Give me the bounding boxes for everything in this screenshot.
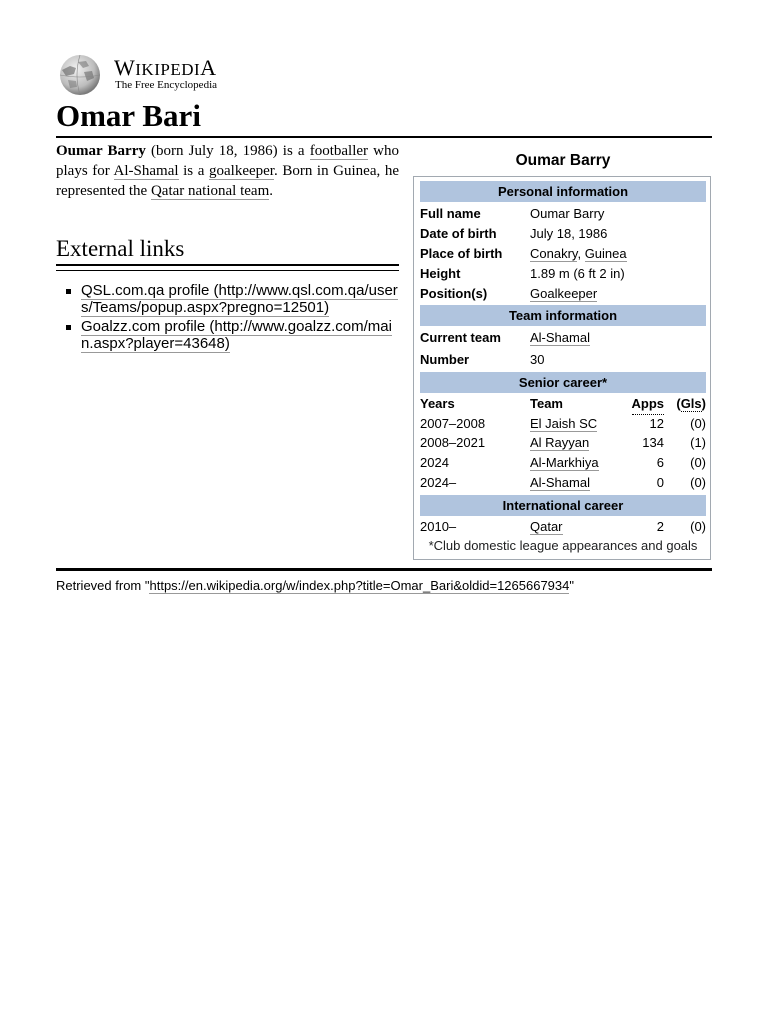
guinea-link[interactable]: Guinea (584, 246, 627, 261)
infobox-row-full-name (420, 204, 706, 224)
external-links-heading: External links (56, 234, 399, 266)
career-apps: 134 (642, 435, 664, 450)
date-of-birth-value: July 18, 1986 (530, 226, 608, 241)
retrieved-prefix: Retrieved from " (56, 578, 150, 593)
al-shamal-link[interactable]: Al-Shamal (113, 162, 179, 179)
career-team-link[interactable]: Al-Shamal (530, 475, 590, 490)
career-goals: (0) (690, 416, 706, 431)
site-header (56, 54, 712, 96)
career-row (420, 414, 706, 434)
personal-information-header: Personal information (420, 181, 706, 202)
infobox-row-position (420, 284, 706, 304)
international-row (420, 517, 706, 537)
intro-text-2: who plays for (56, 143, 399, 179)
number-value: 30 (530, 352, 545, 367)
place-of-birth-label: Place of birth (420, 246, 503, 261)
career-years: 2007–2008 (420, 416, 486, 431)
international-career-header: International career (420, 495, 706, 516)
career-row (420, 453, 706, 473)
career-years: 2008–2021 (420, 435, 486, 450)
wikipedia-globe-icon[interactable] (56, 54, 106, 96)
goalkeeper-position-link[interactable]: Goalkeeper (530, 286, 598, 301)
infobox-row-current-team (420, 328, 706, 348)
goalzz-profile-link[interactable]: Goalzz.com profile (http://www.goalzz.com/main.aspx?player=43648) (81, 318, 392, 352)
external-link-item[interactable] (56, 282, 399, 316)
career-apps: 0 (656, 475, 664, 490)
career-apps: 6 (656, 455, 664, 470)
retrieved-url-link[interactable]: https://en.wikipedia.org/w/index.php?title=Omar_Bari&oldid=1265667934 (149, 578, 570, 593)
senior-career-column-headers (420, 394, 706, 414)
career-goals: (0) (690, 455, 706, 470)
gls-open-paren: ( (676, 396, 681, 411)
wordmark-first: W (114, 55, 136, 80)
position-label: Position(s) (420, 286, 488, 301)
intro-text-5: . (269, 182, 273, 199)
infobox-row-number (420, 350, 706, 370)
infobox-title: Oumar Barry (515, 152, 611, 169)
intro-paragraph (56, 142, 399, 201)
team-information-header: Team information (420, 305, 706, 326)
external-links-list (56, 282, 399, 354)
international-team-link[interactable]: Qatar (530, 519, 563, 534)
retrieved-suffix: " (569, 578, 574, 593)
full-name-value: Oumar Barry (530, 206, 605, 221)
retrieved-from-line (56, 577, 712, 595)
infobox-row-height (420, 264, 706, 284)
intro-subject: Oumar Barry (56, 143, 146, 159)
current-team-value (530, 328, 590, 348)
career-goals: (0) (690, 475, 706, 490)
goalkeeper-link[interactable]: goalkeeper (209, 162, 274, 179)
page-title: Omar Bari (56, 96, 712, 138)
height-value: 1.89 m (6 ft 2 in) (530, 266, 625, 281)
bullet-icon (66, 325, 71, 330)
height-label: Height (420, 266, 461, 281)
current-team-link[interactable]: Al-Shamal (530, 330, 590, 345)
infobox-row-place-of-birth (420, 244, 706, 264)
career-row (420, 473, 706, 493)
heading-divider (56, 270, 399, 271)
intro-text-3: is a (178, 162, 209, 179)
site-tagline: The Free Encyclopedia (115, 79, 218, 91)
bullet-icon (66, 289, 71, 294)
footer-divider (56, 568, 712, 571)
footballer-link[interactable]: footballer (309, 143, 369, 159)
wordmark-last: A (200, 55, 217, 80)
qsl-profile-link[interactable]: QSL.com.qa profile (http://www.qsl.com.qa/users/Teams/popup.aspx?pregno=12501) (81, 282, 398, 316)
international-goals: (0) (690, 519, 706, 534)
infobox-footnote: *Club domestic league appearances and goals (428, 538, 698, 553)
place-separator: , (577, 246, 585, 261)
intro-text-4: . Born in Guinea, he represented the (56, 162, 400, 199)
infobox-row-date-of-birth (420, 224, 706, 244)
career-team-link[interactable]: Al Rayyan (530, 435, 590, 450)
years-column-header: Years (420, 396, 455, 411)
conakry-link[interactable]: Conakry (530, 246, 578, 261)
career-apps: 12 (649, 416, 664, 431)
wordmark-middle: IKIPEDI (135, 60, 201, 79)
career-team-link[interactable]: El Jaish SC (530, 416, 598, 431)
senior-career-header: Senior career* (420, 372, 706, 393)
infobox (413, 176, 711, 560)
date-of-birth-label: Date of birth (420, 226, 497, 241)
place-of-birth-value (530, 244, 627, 264)
career-goals: (1) (690, 435, 706, 450)
qatar-national-team-link[interactable]: Qatar national team (150, 182, 270, 199)
number-label: Number (420, 352, 470, 367)
career-years: 2024 (420, 455, 449, 470)
gls-abbr[interactable]: Gls (680, 396, 702, 411)
position-value (530, 284, 597, 304)
career-team-link[interactable]: Al-Markhiya (530, 455, 599, 470)
international-years: 2010– (420, 519, 457, 534)
gls-column-header (676, 394, 706, 414)
intro-text-1: (born July 18, 1986) is a (145, 143, 310, 159)
apps-column-header[interactable]: Apps (632, 394, 665, 415)
full-name-label: Full name (420, 206, 481, 221)
external-link-item[interactable] (56, 318, 399, 352)
international-apps: 2 (656, 519, 664, 534)
gls-close-paren: ) (701, 396, 706, 411)
career-years: 2024– (420, 475, 457, 490)
team-column-header: Team (530, 396, 563, 411)
current-team-label: Current team (420, 330, 501, 345)
career-row (420, 433, 706, 453)
